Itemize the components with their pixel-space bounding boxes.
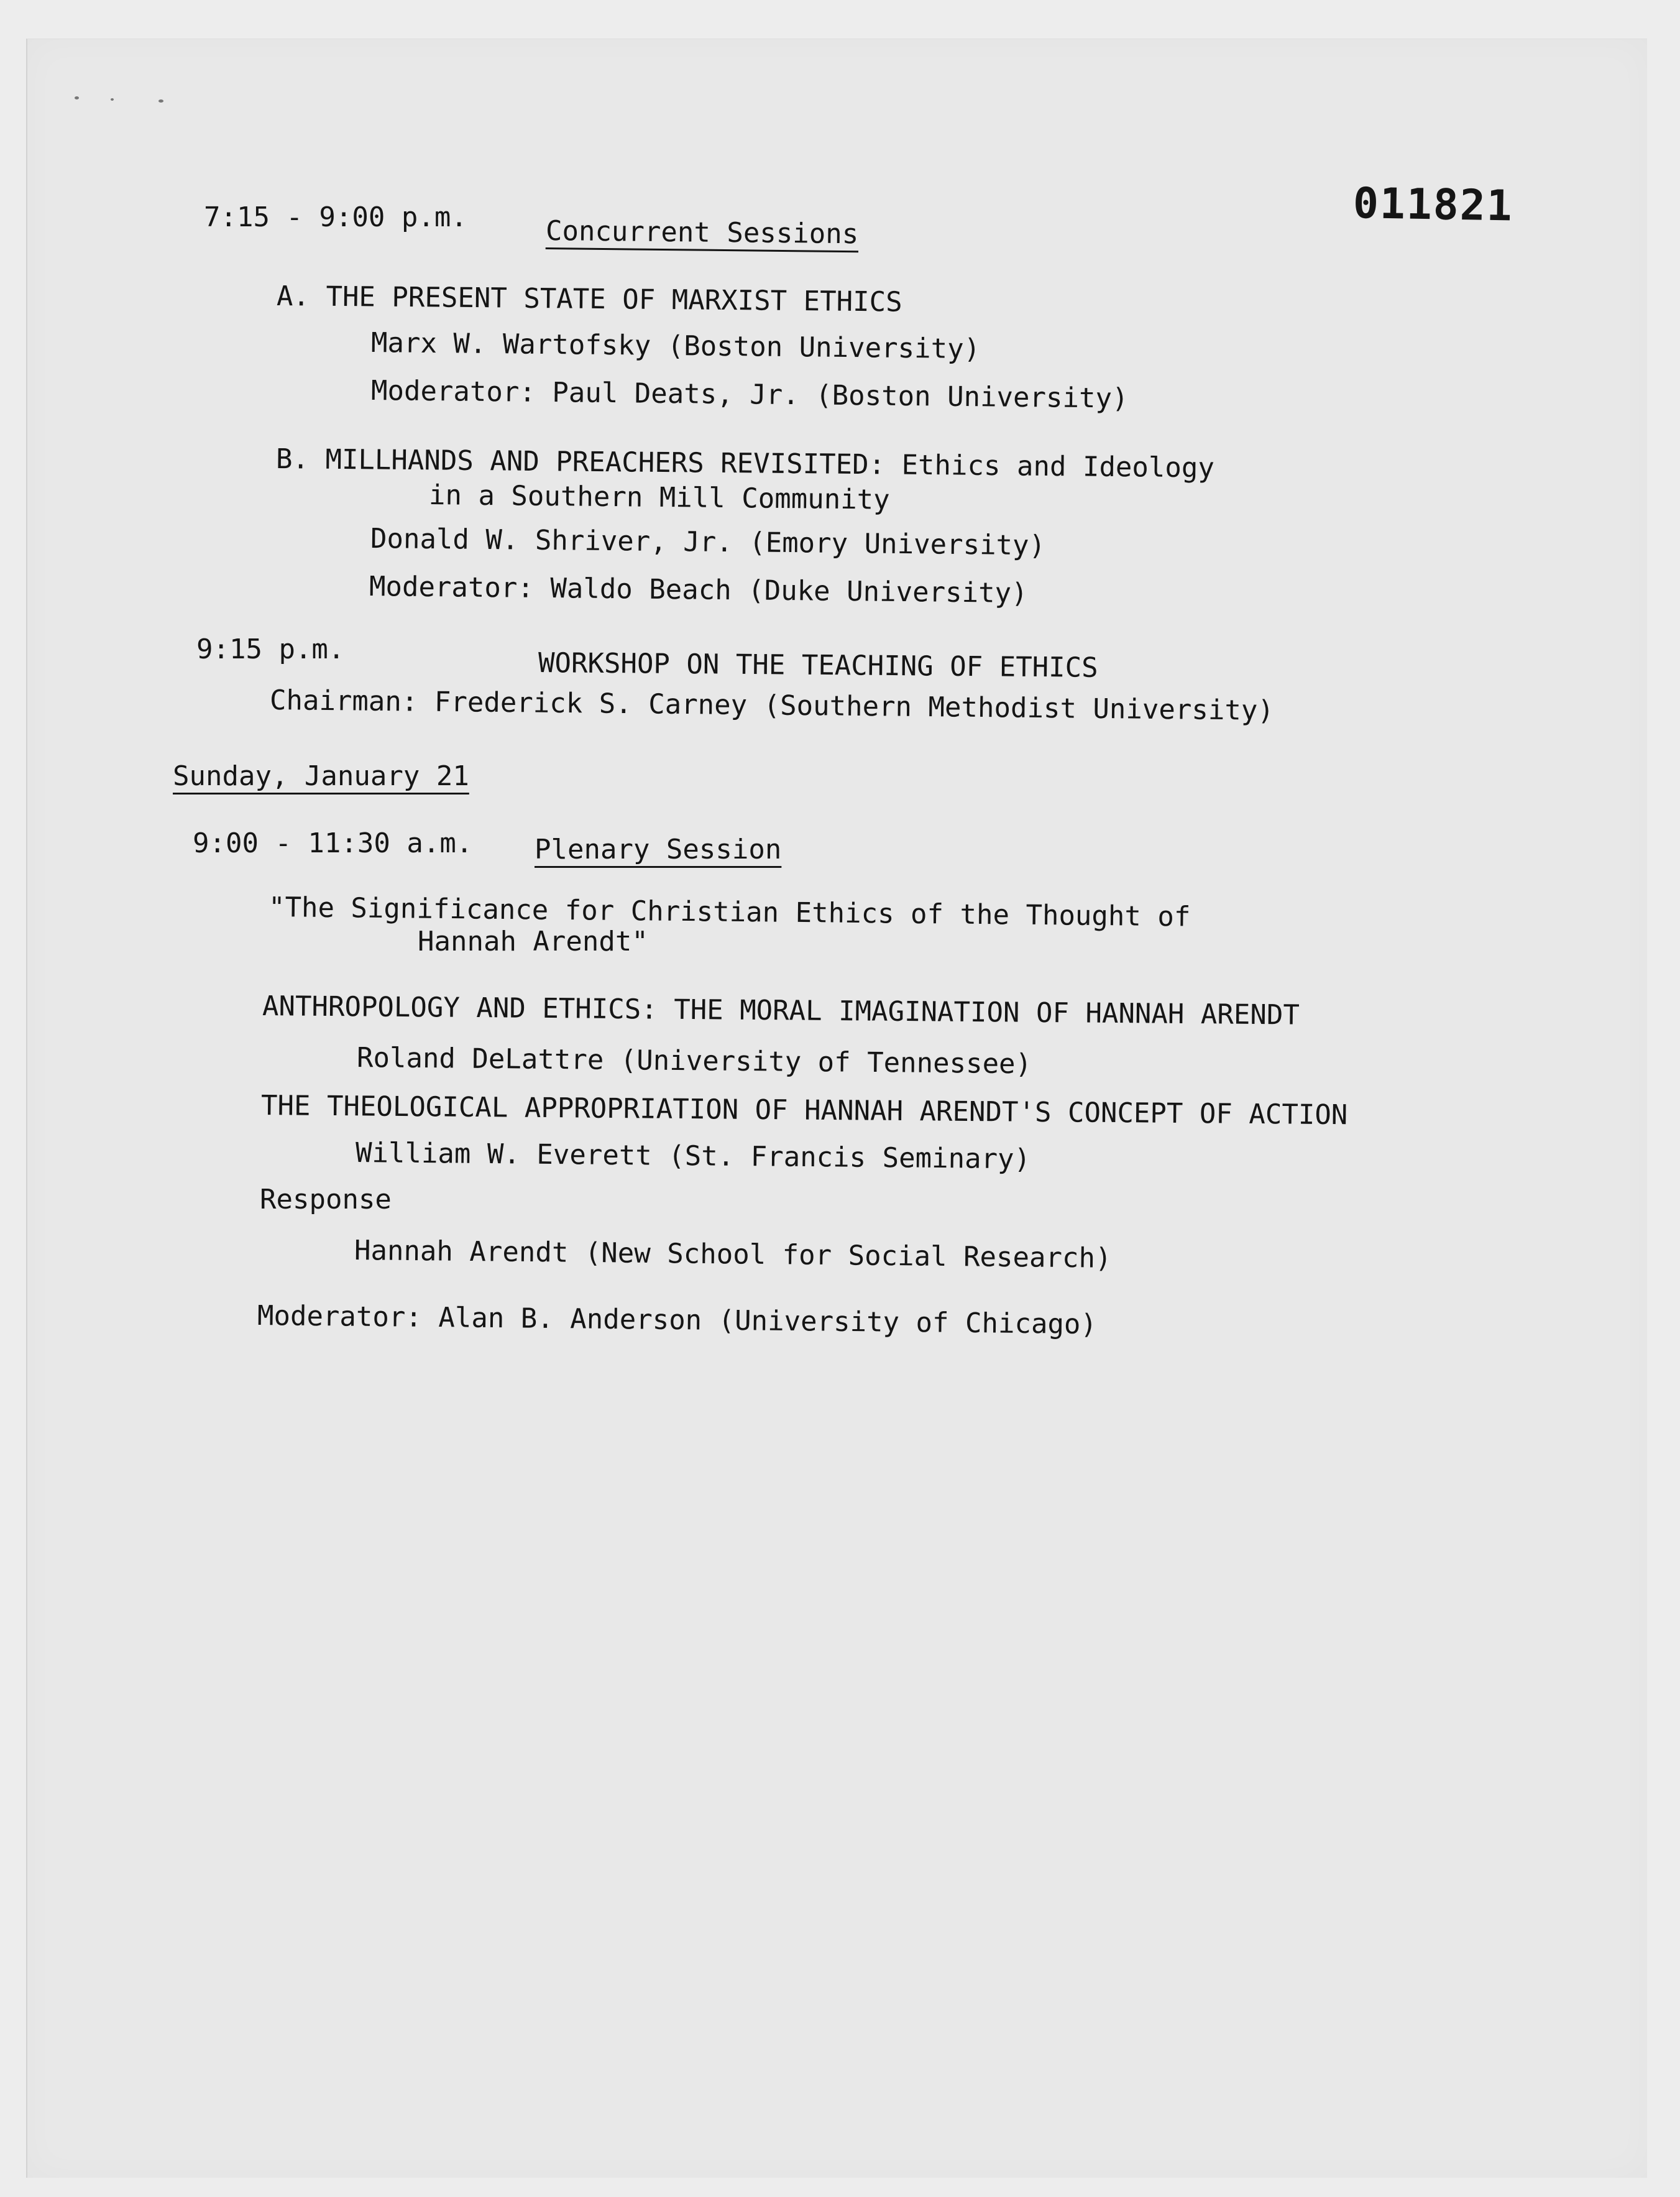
session-b-title-continued: in a Southern Mill Community: [428, 479, 890, 516]
paper-speck: [111, 98, 114, 101]
response-label: Response: [260, 1184, 392, 1215]
workshop-time: 9:15 p.m.: [196, 633, 345, 665]
paper-2-title: THE THEOLOGICAL APPROPRIATION OF HANNAH ARENDT'S CONCEPT OF ACTION: [260, 1090, 1348, 1131]
sunday-date-heading: Sunday, January 21: [173, 760, 469, 792]
paper-speck: [75, 96, 79, 99]
plenary-session-heading: Plenary Session: [535, 834, 782, 865]
session-a-moderator: Moderator: Paul Deats, Jr. (Boston University): [370, 375, 1129, 415]
plenary-theme: "The Significance for Christian Ethics of the Thought of: [268, 891, 1191, 933]
plenary-moderator: Moderator: Alan B. Anderson (University of Chicago): [257, 1300, 1098, 1341]
session-a-speaker: Marx W. Wartofsky (Boston University): [370, 327, 981, 366]
session-b-moderator: Moderator: Waldo Beach (Duke University): [369, 571, 1028, 610]
paper-1-speaker: Roland DeLattre (University of Tennessee): [356, 1042, 1032, 1080]
session-b-title: B. MILLHANDS AND PREACHERS REVISITED: Ethics and Ideology: [275, 443, 1215, 484]
document-number: 011821: [1352, 179, 1514, 231]
paper-1-title: ANTHROPOLOGY AND ETHICS: THE MORAL IMAGINATION OF HANNAH ARENDT: [262, 990, 1300, 1031]
response-speaker: Hannah Arendt (New School for Social Research): [354, 1235, 1112, 1274]
workshop-chairman: Chairman: Frederick S. Carney (Southern Methodist University): [269, 684, 1275, 727]
session-b-speaker: Donald W. Shriver, Jr. (Emory University): [370, 523, 1046, 562]
paper-2-speaker: William W. Everett (St. Francis Seminary): [355, 1137, 1031, 1176]
concurrent-sessions-heading: Concurrent Sessions: [545, 215, 859, 251]
session-a-title: A. THE PRESENT STATE OF MARXIST ETHICS: [276, 280, 902, 318]
sunday-time: 9:00 - 11:30 a.m.: [193, 827, 473, 859]
paper-speck: [158, 99, 163, 103]
workshop-title: WORKSHOP ON THE TEACHING OF ETHICS: [538, 647, 1098, 684]
plenary-theme-continued: Hannah Arendt": [418, 926, 648, 957]
evening-time: 7:15 - 9:00 p.m.: [204, 201, 467, 233]
